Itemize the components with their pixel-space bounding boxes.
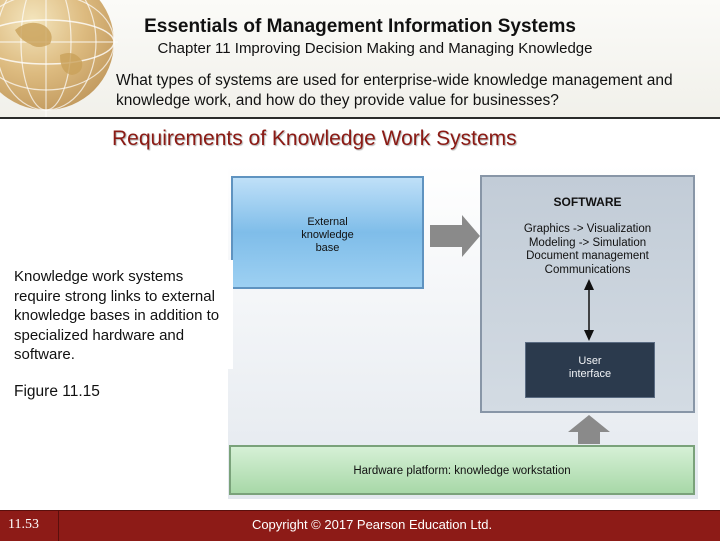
learning-question: What types of systems are used for enterprise-wide knowledge management and knowledge work, and how do they provide value for businesses? [116,72,673,109]
external-knowledge-base-label [233,216,422,255]
chapter-subtitle: Chapter 11 Improving Decision Making and Managing Knowledge [157,40,593,57]
ext-kb-line-3: base [315,242,340,254]
copyright-text: Copyright © 2017 Pearson Education Ltd. [251,517,493,532]
ui-line-1: User [578,355,602,367]
slide-heading: Requirements of Knowledge Work Systems [112,127,517,150]
course-title: Essentials of Management Information Systems [144,16,576,37]
external-knowledge-base-box [231,176,424,289]
user-interface-label [526,355,654,381]
slide-footer [0,510,720,541]
ext-kb-line-2: knowledge [301,229,354,241]
user-interface-box [525,342,655,398]
software-items [482,223,693,277]
hardware-platform-box [229,445,695,495]
ui-line-2: interface [568,368,612,380]
header-divider [0,117,720,119]
figure-label: Figure 11.15 [14,383,100,400]
software-item: Communications [544,263,631,276]
software-item: Modeling -> Simulation [528,236,647,249]
software-item: Graphics -> Visualization [523,223,652,235]
description-text: Knowledge work systems require strong links to external knowledge bases in addition to specialized hardware and software. [10,260,233,369]
hardware-platform-label: Hardware platform: knowledge workstation [353,465,571,477]
ext-kb-line-1: External [307,216,348,228]
software-item: Document management [526,250,649,262]
page-number: 11.53 [8,517,39,532]
software-title: SOFTWARE [553,195,622,209]
